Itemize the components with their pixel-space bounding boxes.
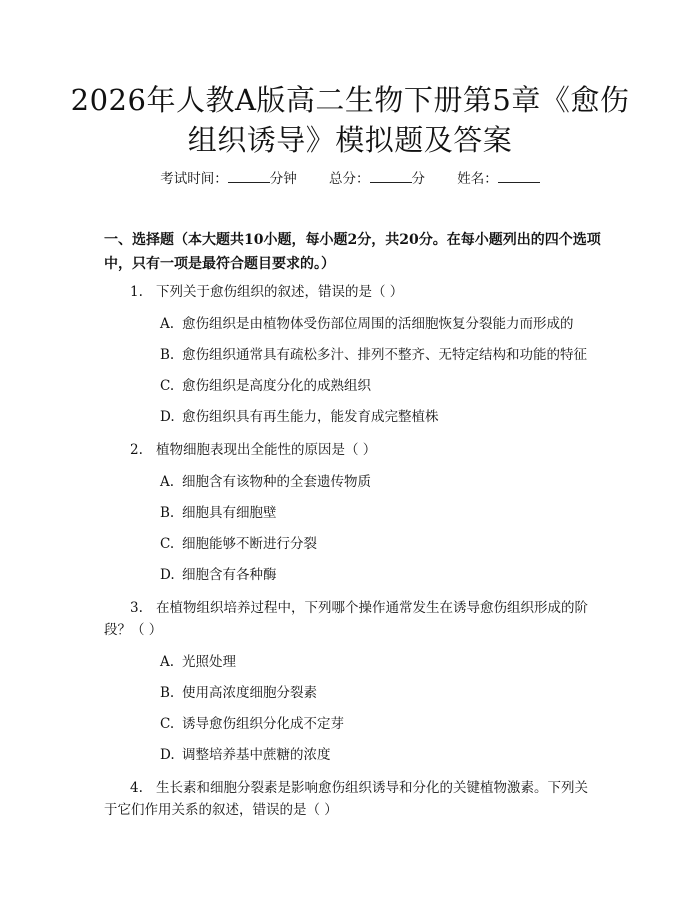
option-text: 愈伤组织具有再生能力，能发育成完整植株	[182, 409, 439, 425]
question-4	[130, 777, 588, 799]
option-2b[interactable]	[160, 503, 277, 523]
question-3	[130, 597, 588, 619]
question-stem: 植物细胞表现出全能性的原因是（ ）	[156, 442, 377, 458]
title-line-2: 组织诱导》模拟题及答案	[187, 123, 513, 157]
question-number: 4.	[130, 780, 143, 796]
option-text: 细胞能够不断进行分裂	[182, 536, 317, 552]
option-letter: D.	[160, 747, 175, 763]
option-1c[interactable]	[160, 376, 371, 396]
question-stem-line-2: 于它们作用关系的叙述，错误的是（ ）	[104, 802, 338, 818]
question-number: 3.	[130, 600, 143, 616]
option-2c[interactable]	[160, 534, 317, 554]
option-text: 细胞具有细胞壁	[182, 505, 277, 521]
title-line-1: 2026年人教A版高二生物下册第5章《愈伤	[70, 83, 630, 117]
option-3d[interactable]	[160, 745, 331, 765]
score-label: 总分：	[329, 171, 370, 187]
time-label: 考试时间：	[160, 171, 228, 187]
option-text: 愈伤组织通常具有疏松多汁、排列不整齐、无特定结构和功能的特征	[182, 347, 587, 363]
score-unit: 分	[411, 171, 425, 187]
question-number: 1.	[130, 284, 143, 300]
option-text: 调整培养基中蔗糖的浓度	[182, 747, 331, 763]
name-blank[interactable]	[498, 168, 540, 183]
option-letter: A.	[160, 316, 175, 332]
option-letter: C.	[160, 536, 175, 552]
option-letter: C.	[160, 378, 175, 394]
option-1a[interactable]	[160, 314, 574, 334]
option-text: 使用高浓度细胞分裂素	[182, 685, 317, 701]
time-unit: 分钟	[269, 171, 297, 187]
exam-meta	[0, 168, 700, 189]
option-2d[interactable]	[160, 565, 277, 585]
option-letter: C.	[160, 716, 175, 732]
option-letter: A.	[160, 474, 175, 490]
option-1b[interactable]	[160, 345, 587, 365]
option-letter: A.	[160, 654, 175, 670]
option-letter: B.	[160, 685, 175, 701]
question-1	[130, 281, 403, 303]
option-text: 细胞含有各种酶	[182, 567, 277, 583]
option-3c[interactable]	[160, 714, 344, 734]
question-stem-line-2: 段？（ ）	[104, 622, 163, 638]
question-2	[130, 439, 376, 461]
option-text: 愈伤组织是由植物体受伤部位周围的活细胞恢复分裂能力而形成的	[182, 316, 574, 332]
option-letter: B.	[160, 505, 175, 521]
option-letter: B.	[160, 347, 175, 363]
name-label: 姓名：	[457, 171, 498, 187]
option-3b[interactable]	[160, 683, 317, 703]
question-stem-line-1: 在植物组织培养过程中，下列哪个操作通常发生在诱导愈伤组织形成的阶	[156, 600, 588, 616]
option-text: 细胞含有该物种的全套遗传物质	[182, 474, 371, 490]
question-stem: 下列关于愈伤组织的叙述，错误的是（ ）	[156, 284, 404, 300]
option-3a[interactable]	[160, 652, 236, 672]
question-number: 2.	[130, 442, 143, 458]
option-text: 光照处理	[182, 654, 236, 670]
option-text: 诱导愈伤组织分化成不定芽	[182, 716, 344, 732]
option-2a[interactable]	[160, 472, 371, 492]
option-letter: D.	[160, 409, 175, 425]
question-4-continued	[104, 799, 338, 821]
option-1d[interactable]	[160, 407, 439, 427]
question-3-continued	[104, 619, 162, 641]
score-blank[interactable]	[370, 168, 412, 183]
option-letter: D.	[160, 567, 175, 583]
time-blank[interactable]	[228, 168, 270, 183]
exam-title	[70, 80, 630, 160]
section-heading: 一、选择题（本大题共10小题，每小题2分，共20分。在每小题列出的四个选项中，只有一项是最符合题目要求的。）	[104, 232, 601, 272]
question-stem-line-1: 生长素和细胞分裂素是影响愈伤组织诱导和分化的关键植物激素。下列关	[156, 780, 588, 796]
option-text: 愈伤组织是高度分化的成熟组织	[182, 378, 371, 394]
